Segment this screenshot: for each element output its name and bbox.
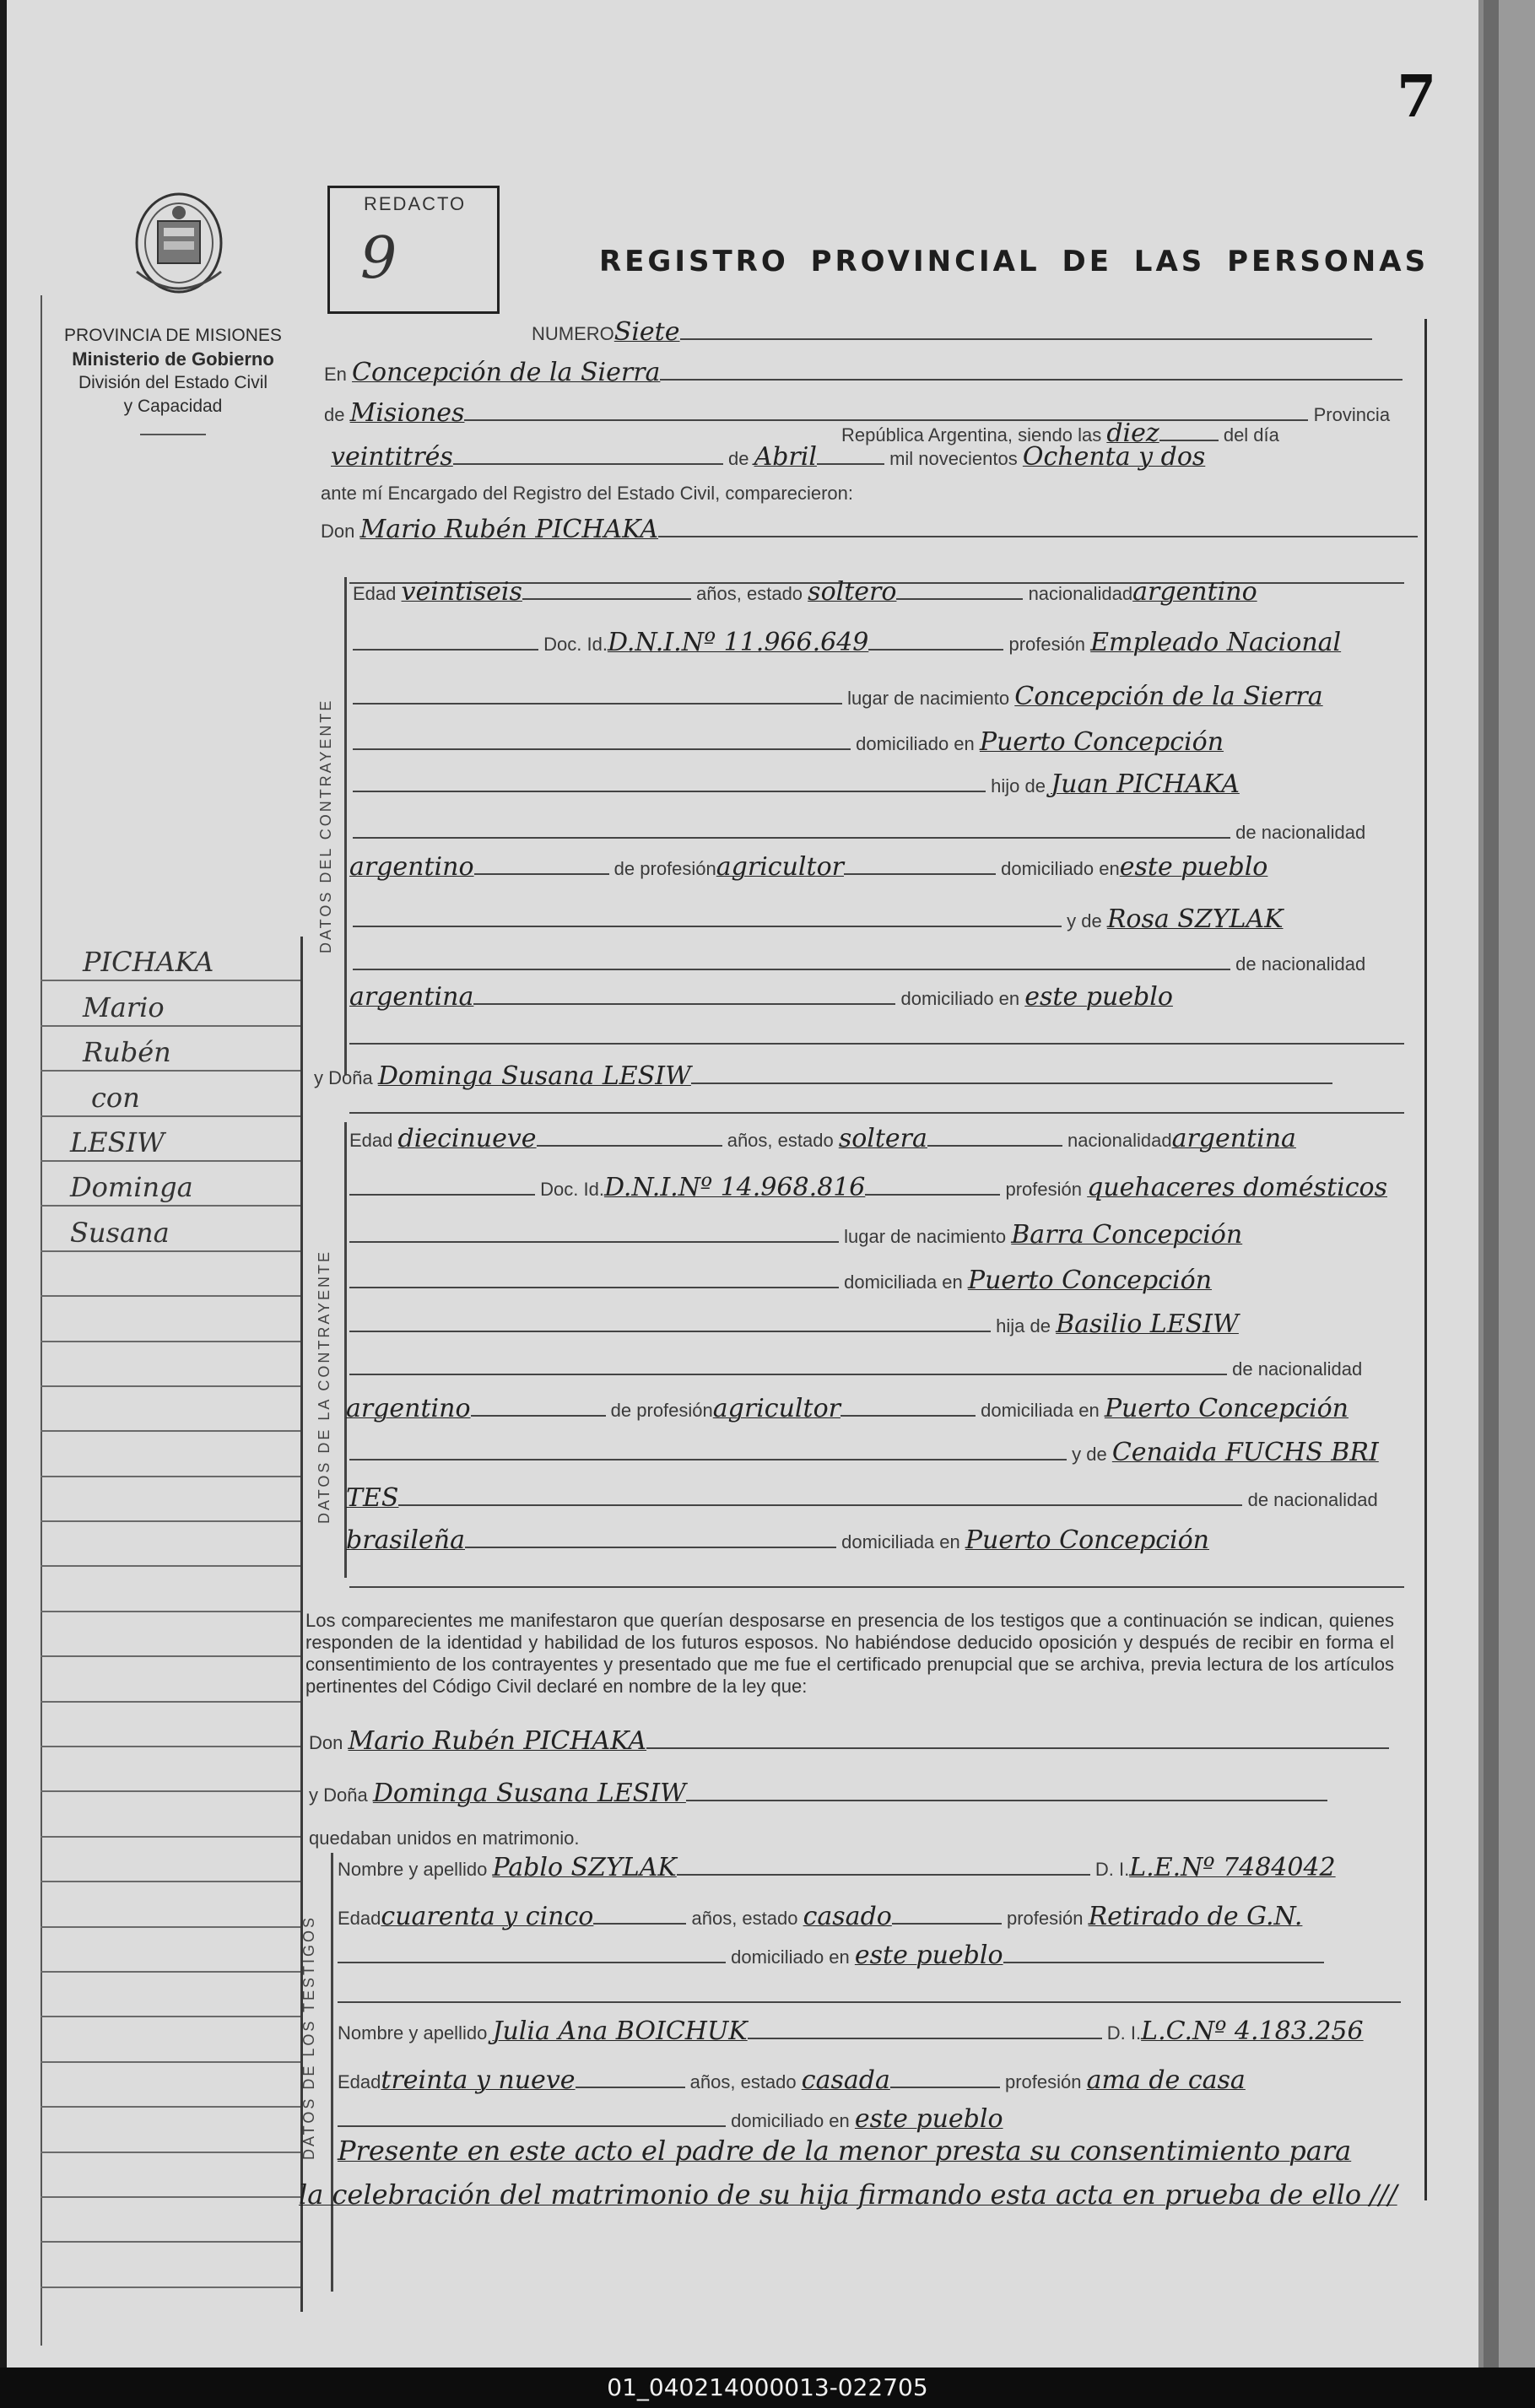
agency-block xyxy=(34,324,312,435)
fill-line xyxy=(1159,438,1219,441)
margin-line xyxy=(41,937,300,981)
margin-line xyxy=(41,2198,300,2243)
fill-line xyxy=(1003,1960,1324,1963)
fill-line xyxy=(353,647,538,651)
bride-doc-row xyxy=(349,1173,1387,1202)
bride-hija-row xyxy=(349,1309,1239,1339)
fill-line xyxy=(465,1545,836,1548)
bride-padre-dom: Puerto Concepción xyxy=(1104,1394,1349,1423)
w1-estado: casado xyxy=(803,1902,892,1931)
w1-dom-row xyxy=(338,1941,1324,1970)
edad-label: Edad xyxy=(349,1130,393,1151)
fill-line xyxy=(646,1746,1389,1749)
groom-hijo-row xyxy=(353,769,1240,799)
hijo-label: hijo de xyxy=(991,775,1046,796)
dom-label: domiciliado en xyxy=(731,1946,850,1968)
edad-label: Edad xyxy=(353,583,397,604)
margin-note-item: LESIW xyxy=(70,1126,165,1158)
fill-line xyxy=(349,1372,1227,1375)
note-line-2 xyxy=(299,2179,1397,2211)
dia-value: veintitrés xyxy=(331,442,453,472)
fill-line xyxy=(748,2036,1102,2039)
groom-estado: soltero xyxy=(808,577,897,607)
book-spine xyxy=(1484,0,1499,2368)
anos-estado-label: años, estado xyxy=(689,2071,797,2092)
groom-madre-dom: este pueblo xyxy=(1024,982,1173,1012)
fill-line xyxy=(353,967,1230,970)
madre-dom-label: domiciliado en xyxy=(900,988,1020,1009)
quedaban-row xyxy=(309,1828,579,1849)
w1-profesion: Retirado de G.N. xyxy=(1088,1902,1303,1931)
numero-value: Siete xyxy=(613,317,680,347)
groom-padre: Juan PICHAKA xyxy=(1051,769,1240,799)
groom-madre-row xyxy=(353,904,1284,934)
dom-label: domiciliado en xyxy=(731,2110,850,2131)
de-profesion-label: de profesión xyxy=(613,858,716,879)
union-don: Mario Rubén PICHAKA xyxy=(348,1726,647,1756)
nacionalidad-label: nacionalidad xyxy=(1028,583,1133,604)
agency-province: PROVINCIA DE MISIONES xyxy=(64,326,282,345)
de2-label: de xyxy=(727,448,749,469)
fill-line xyxy=(660,377,1403,381)
fill-line xyxy=(349,1329,991,1332)
bride-name-row xyxy=(314,1061,1332,1091)
bride-domicilio: Puerto Concepción xyxy=(967,1266,1213,1295)
note-line-1 xyxy=(338,2135,1351,2167)
redacto-label: REDACTO xyxy=(364,193,467,214)
agency-divider xyxy=(140,434,206,435)
fill-line xyxy=(677,1872,1090,1876)
groom-section-label: DATOS DEL CONTRAYENTE xyxy=(317,698,334,953)
en-label: En xyxy=(324,364,347,385)
nombre-label: Nombre y apellido xyxy=(338,1859,488,1880)
mes-value: Abril xyxy=(754,442,817,472)
w1-nombre: Pablo SZYLAK xyxy=(492,1853,677,1882)
fill-line xyxy=(680,337,1372,340)
groom-lugar: Concepción de la Sierra xyxy=(1014,682,1323,711)
don-value: Mario Rubén PICHAKA xyxy=(359,515,659,544)
anos-estado-label: años, estado xyxy=(696,583,803,604)
dia-row xyxy=(331,442,1205,472)
margin-line xyxy=(41,1703,300,1747)
witness-section-label: DATOS DE LOS TESTIGOS xyxy=(300,1914,317,2160)
groom-edad: veintiseis xyxy=(401,577,522,607)
bride-nac-row xyxy=(349,1358,1362,1380)
madre-nac-label: de nacionalidad xyxy=(1235,953,1366,975)
bride-madre-dom-row xyxy=(346,1525,1209,1555)
fill-line xyxy=(353,835,1230,839)
rule-line xyxy=(349,1586,1404,1588)
fill-line xyxy=(453,462,723,465)
profesion-label: profesión xyxy=(1005,1179,1083,1200)
fill-line xyxy=(349,1239,839,1243)
di-label: D. I. xyxy=(1094,1859,1130,1880)
fill-line xyxy=(817,462,884,465)
profesion-label: profesión xyxy=(1008,634,1086,655)
union-dona: Dominga Susana LESIW xyxy=(372,1779,686,1808)
declaration-text: Los comparecientes me manifestaron que querían desposarse en presencia de los testigos que a continuación se indican, quienes responden de la identidad y habilidad de los futuros esposos. No habiéndose deducido oposición y después de recibir en forma el consentimiento de los contrayentes y presentado que me fue el certificado prenupcial que se archiva, previa lectura de los artículos pertinentes del Código Civil declaré en nombre de la ley que: xyxy=(305,1610,1394,1697)
fill-line xyxy=(353,924,1062,927)
don-row xyxy=(321,515,1418,544)
bride-lugar: Barra Concepción xyxy=(1011,1220,1243,1250)
en-value: Concepción de la Sierra xyxy=(352,358,661,387)
page-title: REGISTRO PROVINCIAL DE LAS PERSONAS xyxy=(599,245,1430,278)
de-label: de xyxy=(324,404,345,425)
groom-madre-nac: argentina xyxy=(349,982,474,1012)
union-dona-row xyxy=(309,1779,1327,1808)
republica-label: República Argentina, siendo las xyxy=(841,424,1102,445)
madre-nac-label: de nacionalidad xyxy=(1247,1489,1378,1510)
fill-line xyxy=(522,597,691,600)
ante-row xyxy=(321,483,853,505)
groom-padre-nac: argentino xyxy=(349,852,474,882)
bride-padre-prof: agricultor xyxy=(712,1394,840,1423)
page-edge xyxy=(1499,0,1535,2368)
de-value: Misiones xyxy=(349,398,465,428)
bride-domicilio-row xyxy=(349,1266,1212,1295)
groom-doc-row xyxy=(353,628,1341,657)
y-dona-label: y Doña xyxy=(314,1067,373,1088)
w2-dom-row xyxy=(338,2104,1003,2134)
redacto-value: 9 xyxy=(360,225,397,292)
fill-line xyxy=(349,1192,535,1196)
hora-value: diez xyxy=(1106,418,1159,448)
margin-note xyxy=(41,937,300,2288)
bride-padre-prof-row xyxy=(346,1394,1349,1423)
fill-line xyxy=(892,1921,1002,1925)
quedaban-label: quedaban unidos en matrimonio. xyxy=(309,1828,580,1849)
fill-line xyxy=(349,1457,1067,1460)
mil-label: mil novecientos xyxy=(889,448,1018,469)
fill-line xyxy=(398,1503,1242,1506)
margin-line xyxy=(41,1117,300,1162)
fill-line xyxy=(593,1921,686,1925)
edad-label: Edad xyxy=(338,1908,381,1929)
fill-line xyxy=(338,2124,726,2127)
rule-line xyxy=(338,2001,1401,2003)
fill-line xyxy=(686,1798,1327,1801)
nacionalidad-label: nacionalidad xyxy=(1067,1130,1172,1151)
groom-nacionalidad: argentino xyxy=(1132,577,1257,607)
bride-edad: diecinueve xyxy=(397,1124,537,1153)
groom-domicilio-row xyxy=(353,727,1224,757)
fill-line xyxy=(349,1285,839,1288)
de-nacionalidad-label: de nacionalidad xyxy=(1235,822,1366,843)
lugar-label: lugar de nacimiento xyxy=(844,1226,1007,1247)
del-dia-label: del día xyxy=(1223,424,1279,445)
union-don-row xyxy=(309,1726,1389,1756)
lugar-label: lugar de nacimiento xyxy=(847,688,1010,709)
margin-line xyxy=(41,1522,300,1567)
margin-line xyxy=(41,1612,300,1657)
bride-madre-dom: Puerto Concepción xyxy=(965,1525,1210,1555)
fill-line xyxy=(868,647,1003,651)
margin-line xyxy=(41,2153,300,2198)
bride-name: Dominga Susana LESIW xyxy=(377,1061,691,1091)
margin-line xyxy=(41,1567,300,1612)
w1-edad-row xyxy=(338,1902,1302,1931)
rule-line xyxy=(349,1112,1404,1114)
bride-edad-row xyxy=(349,1124,1296,1153)
groom-padre-prof-row xyxy=(349,852,1267,882)
fill-line xyxy=(840,1413,976,1417)
w2-nombre-row xyxy=(338,2017,1364,2046)
w1-nombre-row xyxy=(338,1853,1336,1882)
groom-madre-nac-row xyxy=(353,953,1365,975)
fill-line xyxy=(471,1413,606,1417)
groom-bracket xyxy=(344,577,347,1075)
groom-nac-row xyxy=(353,822,1365,844)
bride-lugar-row xyxy=(349,1220,1242,1250)
margin-line xyxy=(41,1342,300,1387)
padre-dom-label: domiciliada en xyxy=(981,1400,1100,1421)
di-label: D. I. xyxy=(1106,2022,1142,2044)
margin-line xyxy=(41,2017,300,2062)
bride-profesion: quehaceres domésticos xyxy=(1087,1173,1387,1202)
domiciliado-label: domiciliado en xyxy=(856,733,975,754)
anos-estado-label: años, estado xyxy=(727,1130,834,1151)
bride-doc: D.N.I.Nº 14.968.816 xyxy=(603,1173,866,1202)
margin-line xyxy=(41,981,300,1026)
groom-madre-dom-row xyxy=(349,982,1173,1012)
margin-line xyxy=(41,1747,300,1792)
edad-label: Edad xyxy=(338,2071,381,2092)
y-de-label: y de xyxy=(1072,1444,1107,1465)
bride-madre: Cenaida FUCHS BRI xyxy=(1111,1438,1379,1467)
redacto-box xyxy=(327,186,500,314)
provincial-seal-icon xyxy=(120,187,238,305)
fill-line xyxy=(927,1143,1062,1147)
w2-estado: casada xyxy=(801,2065,890,2095)
groom-lugar-row xyxy=(353,682,1323,711)
en-row xyxy=(324,358,1403,387)
groom-domicilio: Puerto Concepción xyxy=(979,727,1224,757)
w2-edad: treinta y nueve xyxy=(381,2065,576,2095)
note-text-2: la celebración del matrimonio de su hija firmando esta acta en prueba de ello /// xyxy=(299,2179,1397,2211)
bride-madre-cont-row xyxy=(346,1483,1378,1513)
w1-dom: este pueblo xyxy=(854,1941,1003,1970)
groom-edad-row xyxy=(353,577,1257,607)
bride-padre: Basilio LESIW xyxy=(1056,1309,1239,1339)
margin-line xyxy=(41,2063,300,2108)
agency-division: División del Estado Civil xyxy=(78,373,268,392)
margin-line xyxy=(41,1387,300,1432)
fill-line xyxy=(844,872,996,875)
fill-line xyxy=(353,789,986,792)
fill-line xyxy=(474,872,609,875)
margin-note-item: Susana xyxy=(70,1216,170,1249)
doc-label: Doc. Id. xyxy=(540,1179,604,1200)
fill-line xyxy=(537,1143,722,1147)
w2-nombre: Julia Ana BOICHUK xyxy=(492,2017,748,2046)
groom-madre: Rosa SZYLAK xyxy=(1106,904,1284,934)
margin-line xyxy=(41,1973,300,2017)
doc-label: Doc. Id. xyxy=(543,634,608,655)
groom-padre-prof: agricultor xyxy=(716,852,844,882)
don-label: Don xyxy=(309,1732,343,1753)
de-profesion-label: de profesión xyxy=(610,1400,713,1421)
rule-line xyxy=(349,1043,1404,1045)
margin-line xyxy=(41,1207,300,1251)
fill-line xyxy=(338,1960,726,1963)
bride-nacionalidad: argentina xyxy=(1171,1124,1296,1153)
ante-label: ante mí Encargado del Registro del Estado Civil, comparecieron: xyxy=(321,483,853,504)
nombre-label: Nombre y apellido xyxy=(338,2022,488,2044)
margin-note-item: Dominga xyxy=(70,1171,193,1204)
w1-di: L.E.Nº 7484042 xyxy=(1129,1853,1336,1882)
w2-profesion: ama de casa xyxy=(1086,2065,1246,2095)
padre-dom-label: domiciliado en xyxy=(1001,858,1120,879)
margin-line xyxy=(41,1657,300,1702)
fill-line xyxy=(890,2085,1000,2088)
domiciliada-label: domiciliada en xyxy=(844,1271,963,1293)
anos-estado-label: años, estado xyxy=(691,1908,798,1929)
groom-padre-dom: este pueblo xyxy=(1119,852,1268,882)
margin-line xyxy=(41,1838,300,1882)
margin-line xyxy=(41,1792,300,1837)
bride-estado: soltera xyxy=(838,1124,927,1153)
bride-section-label: DATOS DE LA CONTRAYENTE xyxy=(316,1249,332,1524)
margin-line xyxy=(41,1252,300,1297)
page-number: 7 xyxy=(1397,63,1437,131)
right-form-rule xyxy=(1424,319,1427,2200)
y-de-label: y de xyxy=(1067,910,1102,931)
margin-line xyxy=(41,1162,300,1207)
margin-note-item: con xyxy=(91,1081,140,1114)
margin-line xyxy=(41,2108,300,2152)
fill-line xyxy=(353,701,842,705)
provincia-label: Provincia xyxy=(1313,404,1391,425)
fill-line xyxy=(691,1081,1332,1084)
margin-line xyxy=(41,1882,300,1927)
madre-dom-label: domiciliada en xyxy=(841,1531,960,1552)
fill-line xyxy=(353,747,851,750)
margin-note-item: Rubén xyxy=(83,1036,171,1069)
numero-row xyxy=(532,317,1372,347)
margin-line xyxy=(41,1477,300,1522)
numero-label: NUMERO xyxy=(532,323,614,344)
groom-doc: D.N.I.Nº 11.966.649 xyxy=(607,628,869,657)
margin-line xyxy=(41,1297,300,1342)
note-text-1: Presente en este acto el padre de la menor presta su consentimiento para xyxy=(338,2135,1352,2167)
bride-madre-row xyxy=(349,1438,1379,1467)
margin-line xyxy=(41,1027,300,1072)
fill-line xyxy=(896,597,1023,600)
hija-label: hija de xyxy=(996,1315,1051,1336)
profesion-label: profesión xyxy=(1004,2071,1082,2092)
witness-bracket xyxy=(331,1853,333,2292)
y-dona-label: y Doña xyxy=(309,1784,368,1806)
w2-dom: este pueblo xyxy=(854,2104,1003,2134)
fill-line xyxy=(576,2085,685,2088)
bride-madre-cont: TES xyxy=(346,1483,399,1513)
fill-line xyxy=(865,1192,1000,1196)
fill-line xyxy=(473,1002,895,1005)
don-label: Don xyxy=(321,521,355,542)
anio-value: Ochenta y dos xyxy=(1022,442,1206,472)
profesion-label: profesión xyxy=(1006,1908,1084,1929)
margin-note-item: PICHAKA xyxy=(83,946,214,979)
groom-profesion: Empleado Nacional xyxy=(1090,628,1342,657)
margin-note-item: Mario xyxy=(83,991,165,1023)
margin-line xyxy=(41,1072,300,1116)
de-nacionalidad-label: de nacionalidad xyxy=(1232,1358,1363,1379)
fill-line xyxy=(658,534,1418,537)
w1-edad: cuarenta y cinco xyxy=(381,1902,594,1931)
agency-ministry: Ministerio de Gobierno xyxy=(72,348,274,370)
w2-edad-row xyxy=(338,2065,1246,2095)
scan-footer: 01_040214000013-022705 xyxy=(0,2368,1535,2408)
w2-di: L.C.Nº 4.183.256 xyxy=(1141,2017,1364,2046)
bride-madre-nac: brasileña xyxy=(346,1525,465,1555)
margin-line xyxy=(41,2243,300,2287)
margin-line xyxy=(41,1432,300,1477)
margin-line xyxy=(41,1928,300,1973)
agency-capacity: y Capacidad xyxy=(123,397,223,416)
bride-padre-nac: argentino xyxy=(346,1394,471,1423)
